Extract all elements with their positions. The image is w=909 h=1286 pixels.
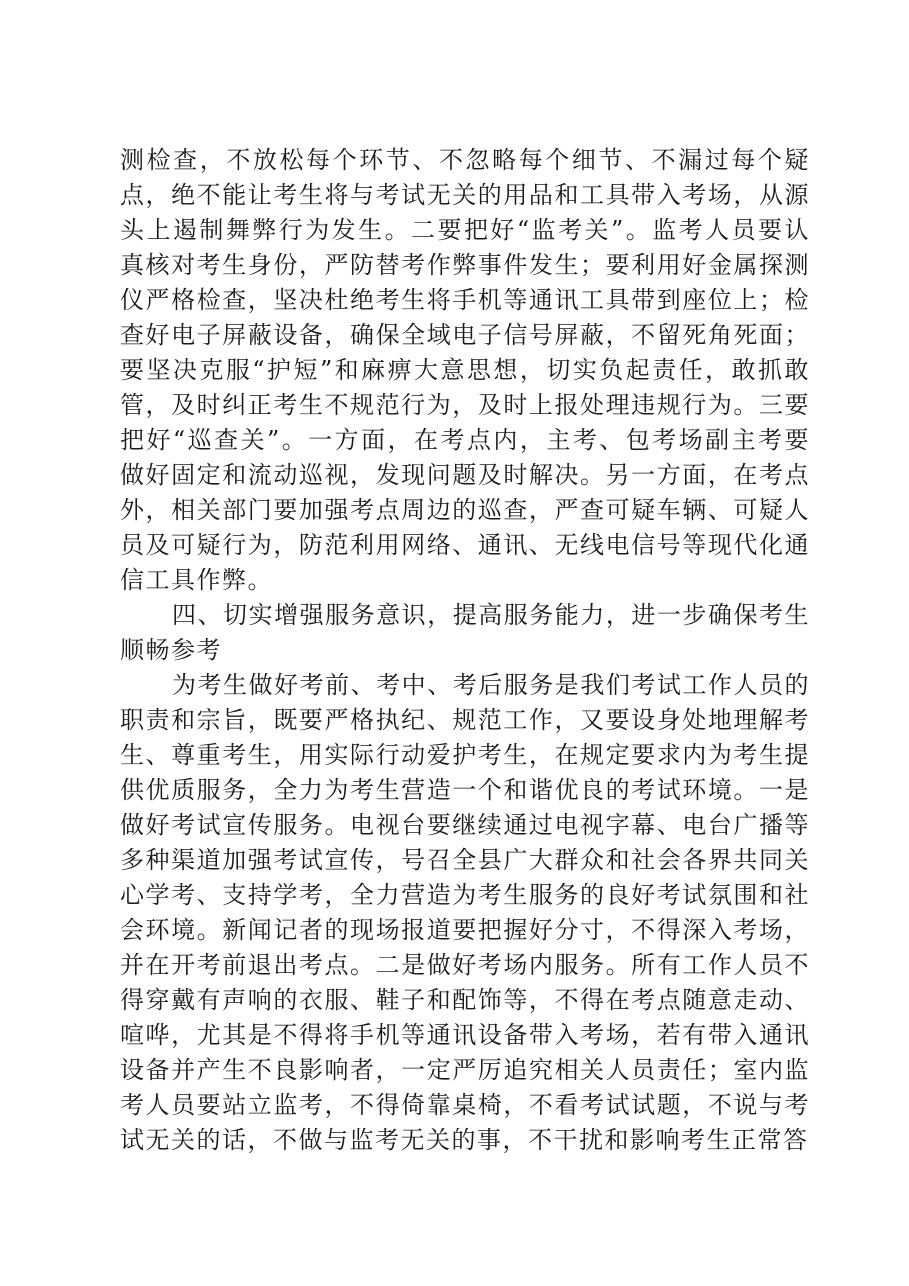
- document-page: [120, 143, 810, 1158]
- section-heading-service: 四、切实增强服务意识，提高服务能力，进一步确保考生顺畅参考: [120, 601, 810, 664]
- paragraph-exam-inspection: 测检查，不放松每个环节、不忽略每个细节、不漏过每个疑点，绝不能让考生将与考试无关的用品和工具带入考场，从源头上遏制舞弊行为发生。二要把好“监考关”。监考人员要认真核对考生身份，严防替考作弊事件发生；要利用好金属探测仪严格检查，坚决杜绝考生将手机等通讯工具带到座位上；检查好电子屏蔽设备，确保全域电子信号屏蔽，不留死角死面；要坚决克服“护短”和麻痹大意思想，切实负起责任，敢抓敢管，及时纠正考生不规范行为，及时上报处理违规行为。三要把好“巡查关”。一方面，在考点内，主考、包考场副主考要做好固定和流动巡视，发现问题及时解决。另一方面，在考点外，相关部门要加强考点周边的巡查，严查可疑车辆、可疑人员及可疑行为，防范利用网络、通讯、无线电信号等现代化通信工具作弊。: [120, 146, 810, 594]
- paragraph-service-details: 为考生做好考前、考中、考后服务是我们考试工作人员的职责和宗旨，既要严格执纪、规范工作，又要设身处地理解考生、尊重考生，用实际行动爱护考生，在规定要求内为考生提供优质服务，全力为考生营造一个和谐优良的考试环境。一是做好考试宣传服务。电视台要继续通过电视字幕、电台广播等多种渠道加强考试宣传，号召全县广大群众和社会各界共同关心学考、支持学考，全力营造为考生服务的良好考试氛围和社会环境。新闻记者的现场报道要把握好分寸，不得深入考场，并在开考前退出考点。二是做好考场内服务。所有工作人员不得穿戴有声响的衣服、鞋子和配饰等，不得在考点随意走动、喧哗，尤其是不得将手机等通讯设备带入考场，若有带入通讯设备并产生不良影响者，一定严厉追究相关人员责任；室内监考人员要站立监考，不得倚靠桌椅，不看考试试题，不说与考试无关的话，不做与监考无关的事，不干扰和影响考生正常答: [120, 671, 810, 1154]
